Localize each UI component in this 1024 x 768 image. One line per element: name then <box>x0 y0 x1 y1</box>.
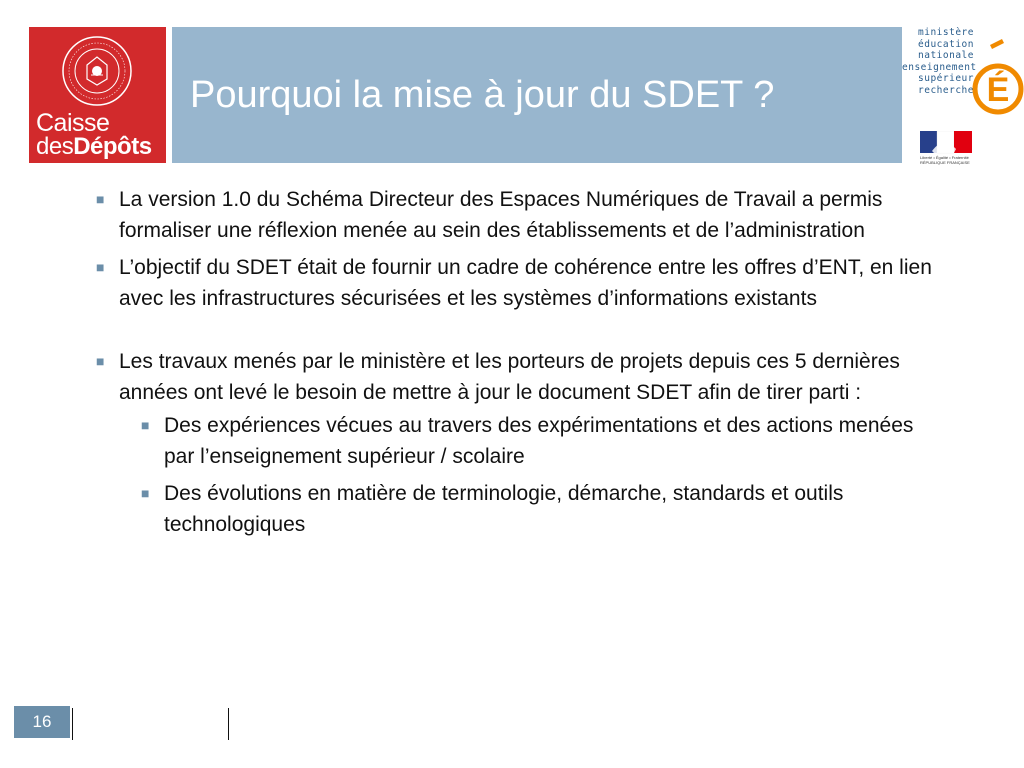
sub-bullet-marker-icon: ■ <box>141 417 150 433</box>
bullet-item <box>96 252 974 314</box>
bullet-marker-icon: ■ <box>96 353 105 369</box>
cdc-logo-des: des <box>36 133 74 160</box>
title-banner <box>172 27 902 163</box>
republic-motto: Liberté • Égalité • Fraternité <box>920 155 969 160</box>
ministry-e-icon <box>972 37 1024 121</box>
sub-bullet-marker-icon: ■ <box>141 485 150 501</box>
bullet-text: La version 1.0 du Schéma Directeur des Espaces Numériques de Travail a permis formaliser une réflexion menée au sein des établissements et de l’administration <box>119 188 883 242</box>
republic-caption <box>920 155 980 165</box>
sub-bullet-text: Des évolutions en matière de terminologie, démarche, standards et outils technologiques <box>164 482 844 536</box>
ministry-letter: É <box>986 71 1010 109</box>
caisse-des-depots-logo <box>29 27 166 163</box>
cdc-logo-line1: Caisse <box>36 109 110 137</box>
ministry-text <box>902 27 977 96</box>
bullet-text: Les travaux menés par le ministère et les porteurs de projets depuis ces 5 dernières années ont levé le besoin de mettre à jour le document SDET afin de tirer parti : <box>119 350 900 404</box>
sub-bullet-text: Des expériences vécues au travers des expérimentations et des actions menées par l’enseignement supérieur / scolaire <box>164 414 914 468</box>
cdc-logo-depots: Dépôts <box>73 133 152 160</box>
republic-name: RÉPUBLIQUE FRANÇAISE <box>920 160 970 165</box>
slide-title: Pourquoi la mise à jour du SDET ? <box>190 74 775 116</box>
sub-bullet-item <box>141 478 924 540</box>
ministry-line: enseignement <box>902 61 977 73</box>
bullet-item <box>96 184 974 246</box>
footer-divider <box>228 708 229 740</box>
sub-bullet-item <box>141 410 924 472</box>
bullet-marker-icon: ■ <box>96 259 105 275</box>
bullet-marker-icon: ■ <box>96 191 105 207</box>
ministry-line: recherche <box>918 84 974 96</box>
ministry-line: ministère <box>918 27 974 38</box>
bullet-item <box>96 346 974 408</box>
cdc-logo-line2 <box>36 135 152 159</box>
ministry-line: nationale <box>918 50 974 61</box>
cdc-seal-emblem <box>61 35 133 107</box>
page-number: 16 <box>14 706 70 738</box>
ministry-line: supérieur <box>918 73 974 84</box>
ministry-logo <box>902 27 1024 167</box>
ministry-line: éducation <box>918 38 974 50</box>
bullet-text: L’objectif du SDET était de fournir un cadre de cohérence entre les offres d’ENT, en lien avec les infrastructures sécurisées et les systèmes d’informations existants <box>119 256 932 310</box>
slide-content <box>96 184 976 540</box>
footer-divider <box>72 708 73 740</box>
